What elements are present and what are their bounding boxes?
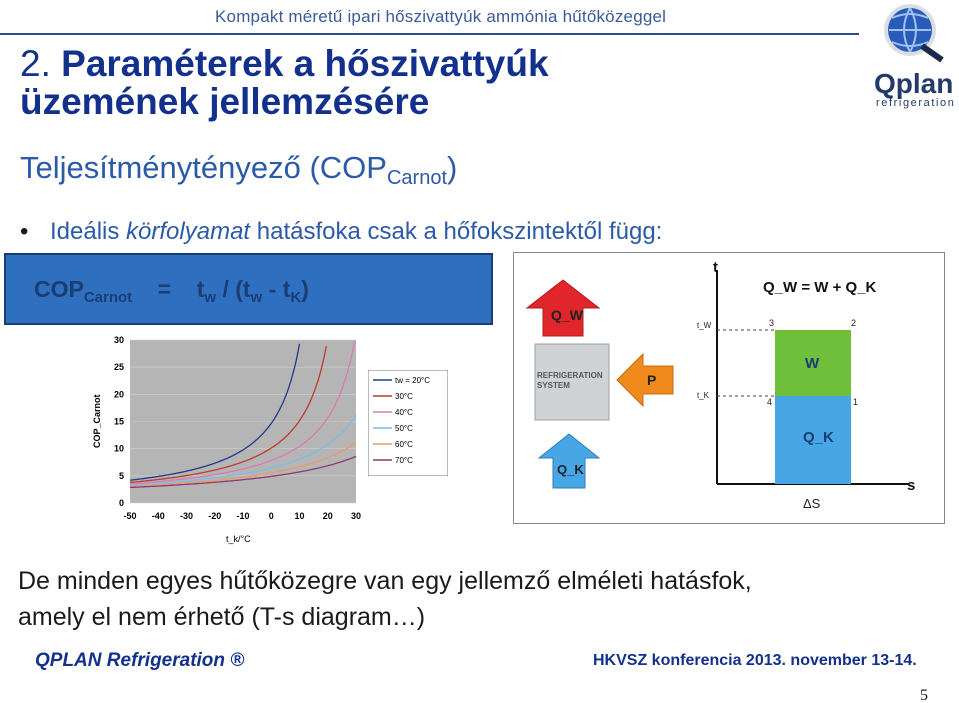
closing-line1: De minden egyes hűtőközegre van egy jellemző elméleti hatásfok, [18,567,752,595]
page-number: 5 [920,687,928,703]
formula-eq: = [157,276,172,302]
formula-div: / (t [222,276,251,302]
bullet-emphasis: körfolyamat [126,218,251,245]
tw-label: t_W [697,321,712,330]
subtitle [20,150,457,190]
eq-label: Q_W = W + Q_K [763,279,877,296]
title-line2: üzemének jellemzésére [20,81,430,122]
chart-xtick-label: 0 [268,511,274,521]
axis-t-label: t [713,259,718,276]
chart-xtick-label: 20 [322,511,333,521]
formula-tw: t [196,276,205,302]
system-label-line1: REFRIGERATION [537,371,603,380]
chart-xtick-label: -40 [151,511,165,521]
closing-line2: amely el nem érhető (T-s diagram…) [18,603,426,631]
legend-label: tw = 20°C [395,376,430,385]
formula-tw-sub: w [204,289,217,306]
bullet-text-a: Ideális [50,218,127,245]
qk-arrow-label: Q_K [557,462,584,477]
chart-ytick-label: 10 [113,443,124,454]
tk-label: t_K [697,391,710,400]
footer-event: HKVSZ konferencia 2013. november 13-14. [593,652,917,669]
chart-xlabel: t_k/°C [226,534,251,544]
legend-label: 30°C [395,392,413,401]
chart-ytick-label: 0 [118,498,124,508]
qk-area-label: Q_K [803,429,834,446]
title-line1: Paraméterek a hőszivattyúk [61,43,549,84]
formula-close: ) [301,276,309,302]
bullet-item [20,218,865,248]
formula [34,276,309,306]
header-title: Kompakt méretű ipari hőszivattyúk ammónia hűtőközeggel [215,7,667,26]
ts-diagram-figure [513,252,945,524]
qw-arrow-label: Q_W [551,307,583,323]
legend-label: 60°C [395,440,413,449]
point-4: 4 [767,397,773,407]
chart-xtick-label: 10 [294,511,305,521]
chart-xtick-label: -10 [236,511,250,521]
header-divider [0,33,859,35]
legend-label: 50°C [395,424,413,433]
chart-xtick-label: -30 [179,511,194,521]
chart-xtick-label: 30 [350,511,362,521]
axis-s-label: s [907,477,916,494]
chart-ytick-label: 30 [113,335,124,345]
subtitle-main: Teljesítménytényező (COP [20,150,387,185]
logo-text: Qplan [874,68,954,99]
title-number: 2. [20,43,51,84]
system-label-line2: SYSTEM [537,381,570,390]
slide-title [20,45,549,121]
formula-tk-sub: K [290,289,302,306]
footer-company: QPLAN Refrigeration ® [35,650,245,671]
chart-ytick-label: 15 [113,416,124,427]
point-1: 1 [853,397,859,407]
chart-ytick-label: 5 [118,470,124,481]
chart-ytick-label: 20 [113,389,124,400]
point-3: 3 [769,318,775,328]
formula-cop-sub: Carnot [83,289,133,306]
p-arrow-label: P [647,372,657,388]
w-label: W [805,355,820,372]
formula-minus: - t [268,276,291,302]
chart-ytick-label: 25 [113,362,124,373]
cop-carnot-chart [86,328,376,548]
logo-subtext: refrigeration [876,97,956,109]
formula-tw2-sub: w [250,289,263,306]
chart-xtick-label: -20 [208,511,222,521]
closing-text [18,563,752,635]
bullet-text-b: hatásfoka csak a hőfokszintektől függ: [250,218,663,245]
delta-s-label: ΔS [803,496,821,511]
subtitle-end: ) [447,150,458,185]
legend-label: 40°C [395,408,413,417]
chart-xtick-label: -50 [123,511,137,521]
chart-ylabel: COP_Carnot [92,394,102,448]
legend-label: 70°C [395,456,413,465]
chart-legend [368,370,448,476]
formula-cop: COP [34,276,84,302]
bullet-dot-icon: • [20,218,29,245]
point-2: 2 [851,318,857,328]
subtitle-sub: Carnot [386,167,448,189]
